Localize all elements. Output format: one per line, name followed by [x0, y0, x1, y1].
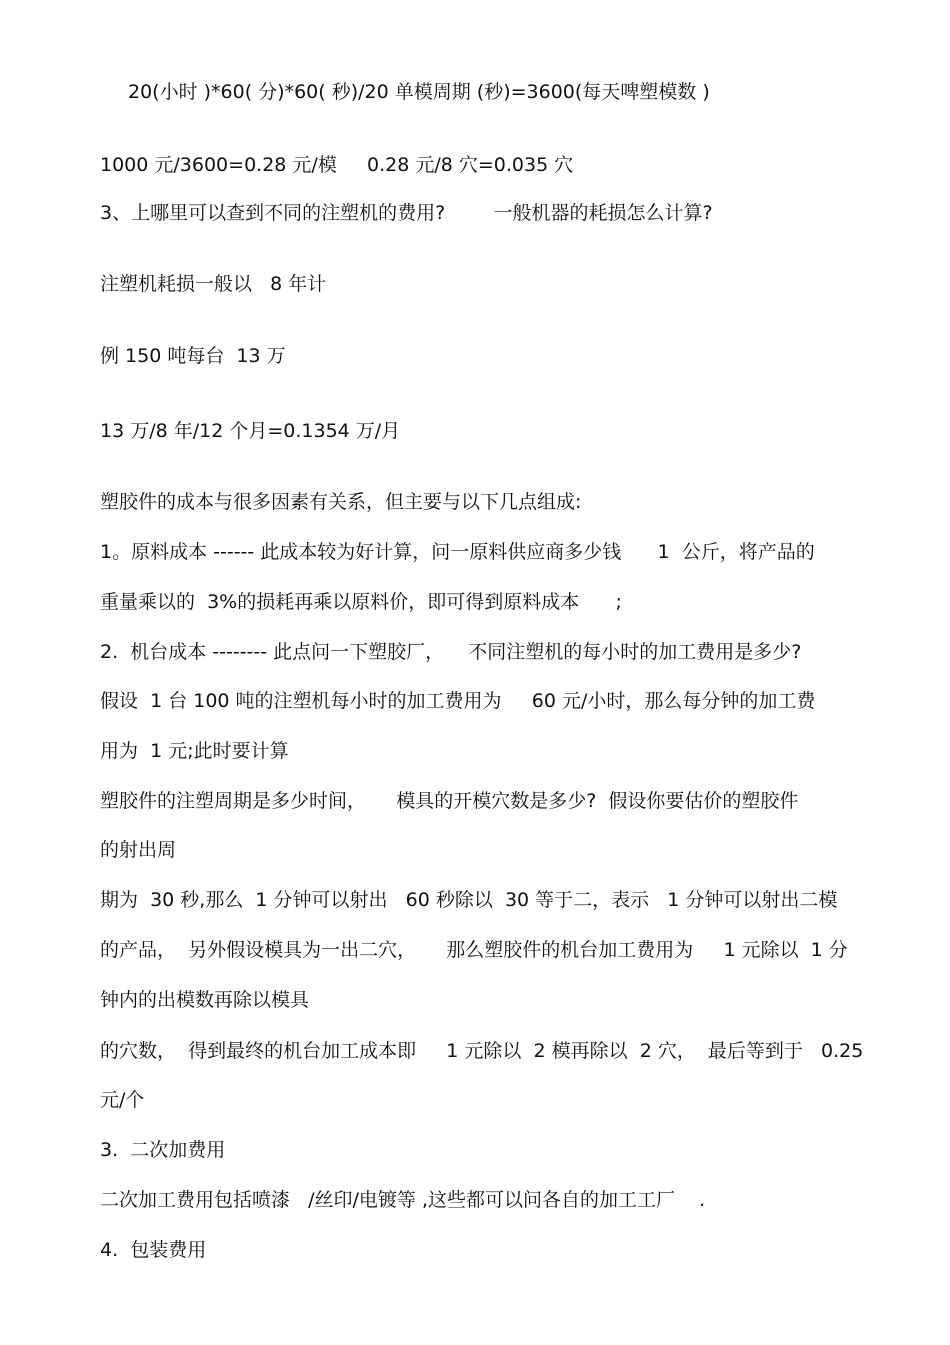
text-line: 3. 二次加费用 [100, 1139, 226, 1161]
text-line: 元/个 [100, 1089, 145, 1111]
text-line: 重量乘以的 3%的损耗再乘以原料价，即可得到原料成本 ; [100, 591, 622, 613]
text-line: 用为 1 元;此时要计算 [100, 740, 289, 762]
text-line: 期为 30 秒,那么 1 分钟可以射出 60 秒除以 30 等于二，表示 1 分钟可以射出二模 [100, 889, 838, 911]
text-line: 塑胶件的注塑周期是多少时间， 模具的开模穴数是多少? 假设你要估价的塑胶件 [100, 790, 799, 812]
text-line: 13 万/8 年/12 个月=0.1354 万/月 [100, 420, 401, 442]
text-line: 例 150 吨每台 13 万 [100, 345, 286, 367]
text-line: 二次加工费用包括喷漆 /丝印/电镀等 ,这些都可以问各自的加工工厂 . [100, 1189, 706, 1211]
text-line: 1。原料成本 ------ 此成本较为好计算，问一原料供应商多少钱 1 公斤，将产品的 [100, 541, 815, 563]
text-line: 钟内的出模数再除以模具 [100, 989, 310, 1011]
text-line: 4. 包装费用 [100, 1239, 207, 1261]
text-line: 1000 元/3600=0.28 元/模 0.28 元/8 穴=0.035 穴 [100, 154, 574, 176]
text-line: 塑胶件的成本与很多因素有关系，但主要与以下几点组成: [100, 491, 582, 513]
text-line: 假设 1 台 100 吨的注塑机每小时的加工费用为 60 元/小时，那么每分钟的加工费 [100, 690, 816, 712]
text-line: 2. 机台成本 -------- 此点问一下塑胶厂， 不同注塑机的每小时的加工费用是多少? [100, 641, 802, 663]
text-line: 的穴数， 得到最终的机台加工成本即 1 元除以 2 模再除以 2 穴， 最后等到于 0.25 [100, 1040, 864, 1062]
text-line: 注塑机耗损一般以 8 年计 [100, 273, 327, 295]
text-line: 3、上哪里可以查到不同的注塑机的费用? 一般机器的耗损怎么计算? [100, 202, 713, 224]
text-line: 的产品， 另外假设模具为一出二穴， 那么塑胶件的机台加工费用为 1 元除以 1 分 [100, 939, 848, 961]
text-line: 的射出周 [100, 839, 177, 861]
text-line: 20(小时 )*60( 分)*60( 秒)/20 单模周期 (秒)=3600(每天啤塑模数 ) [128, 81, 710, 103]
